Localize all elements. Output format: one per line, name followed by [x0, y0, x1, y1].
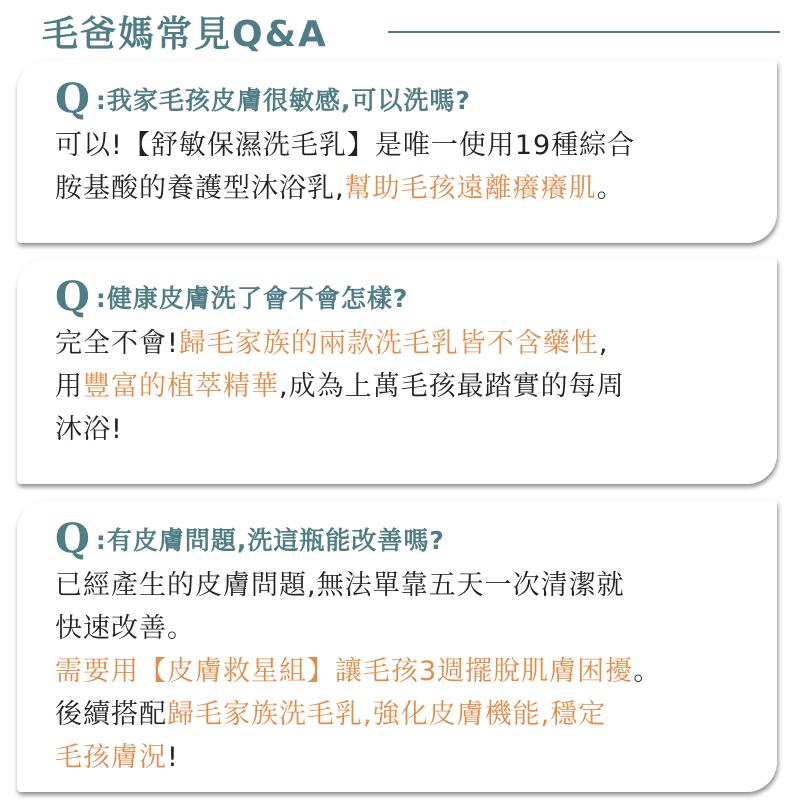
answer-line: [55, 124, 777, 167]
answer-highlight: 毛孩膚況: [55, 742, 167, 773]
answer-line: [55, 607, 777, 650]
header: [0, 0, 800, 60]
page-title: 毛爸媽常見Q&A: [42, 14, 328, 55]
answer-line: [55, 322, 777, 365]
q-mark: Q: [55, 273, 90, 320]
question-text: :有皮膚問題,洗這瓶能改善嗎?: [95, 526, 445, 555]
answer-text: 用: [55, 371, 83, 402]
question-row: [55, 75, 777, 122]
answer-highlight: 歸毛家族的兩款洗毛乳皆不含藥性: [178, 328, 599, 359]
answer-text: 胺基酸的養護型沐浴乳,: [55, 173, 345, 204]
answer-text: ,成為上萬毛孩最踏實的每周: [279, 371, 625, 402]
answer-text: ,: [598, 328, 609, 359]
answer-line: [55, 650, 777, 693]
q-mark: Q: [55, 75, 90, 122]
answer-line: [55, 408, 777, 451]
answer-line: [55, 693, 777, 736]
answer-line: [55, 167, 777, 210]
answer-highlight: 幫助毛孩遠離癢癢肌: [344, 173, 597, 204]
question-text: :健康皮膚洗了會不會怎樣?: [95, 284, 409, 313]
answer-highlight: 豐富的植萃精華: [83, 371, 279, 402]
answer-text: 完全不會!: [55, 328, 179, 359]
question-row: [55, 273, 777, 320]
question-row: [55, 515, 777, 562]
answer-text: 後續搭配: [55, 699, 167, 730]
answer-highlight: 需要用【皮膚救星組】讓毛孩3週擺脫肌膚困擾: [55, 656, 634, 687]
answer-text: 快速改善。: [55, 613, 195, 644]
question-text: :我家毛孩皮膚很敏感,可以洗嗎?: [95, 86, 471, 115]
answer-text: 可以!【舒敏保濕洗毛乳】是唯一使用19種綜合: [55, 130, 636, 161]
answer-text: 已經產生的皮膚問題,無法單靠五天一次清潔就: [55, 570, 625, 601]
answer-text: !: [167, 742, 179, 773]
answer-text: 沐浴!: [55, 414, 123, 445]
answer-text: 。: [596, 173, 625, 204]
answer-line: [55, 736, 777, 779]
faq-card-2: [17, 258, 777, 484]
answer-highlight: 歸毛家族洗毛乳,強化皮膚機能,穩定: [167, 699, 607, 730]
faq-card-3: [17, 500, 777, 792]
answer-line: [55, 365, 777, 408]
answer-line: [55, 564, 777, 607]
faq-card-1: [17, 60, 777, 243]
answer-text: 。: [633, 656, 662, 687]
title-divider: [388, 31, 780, 33]
q-mark: Q: [55, 515, 90, 562]
